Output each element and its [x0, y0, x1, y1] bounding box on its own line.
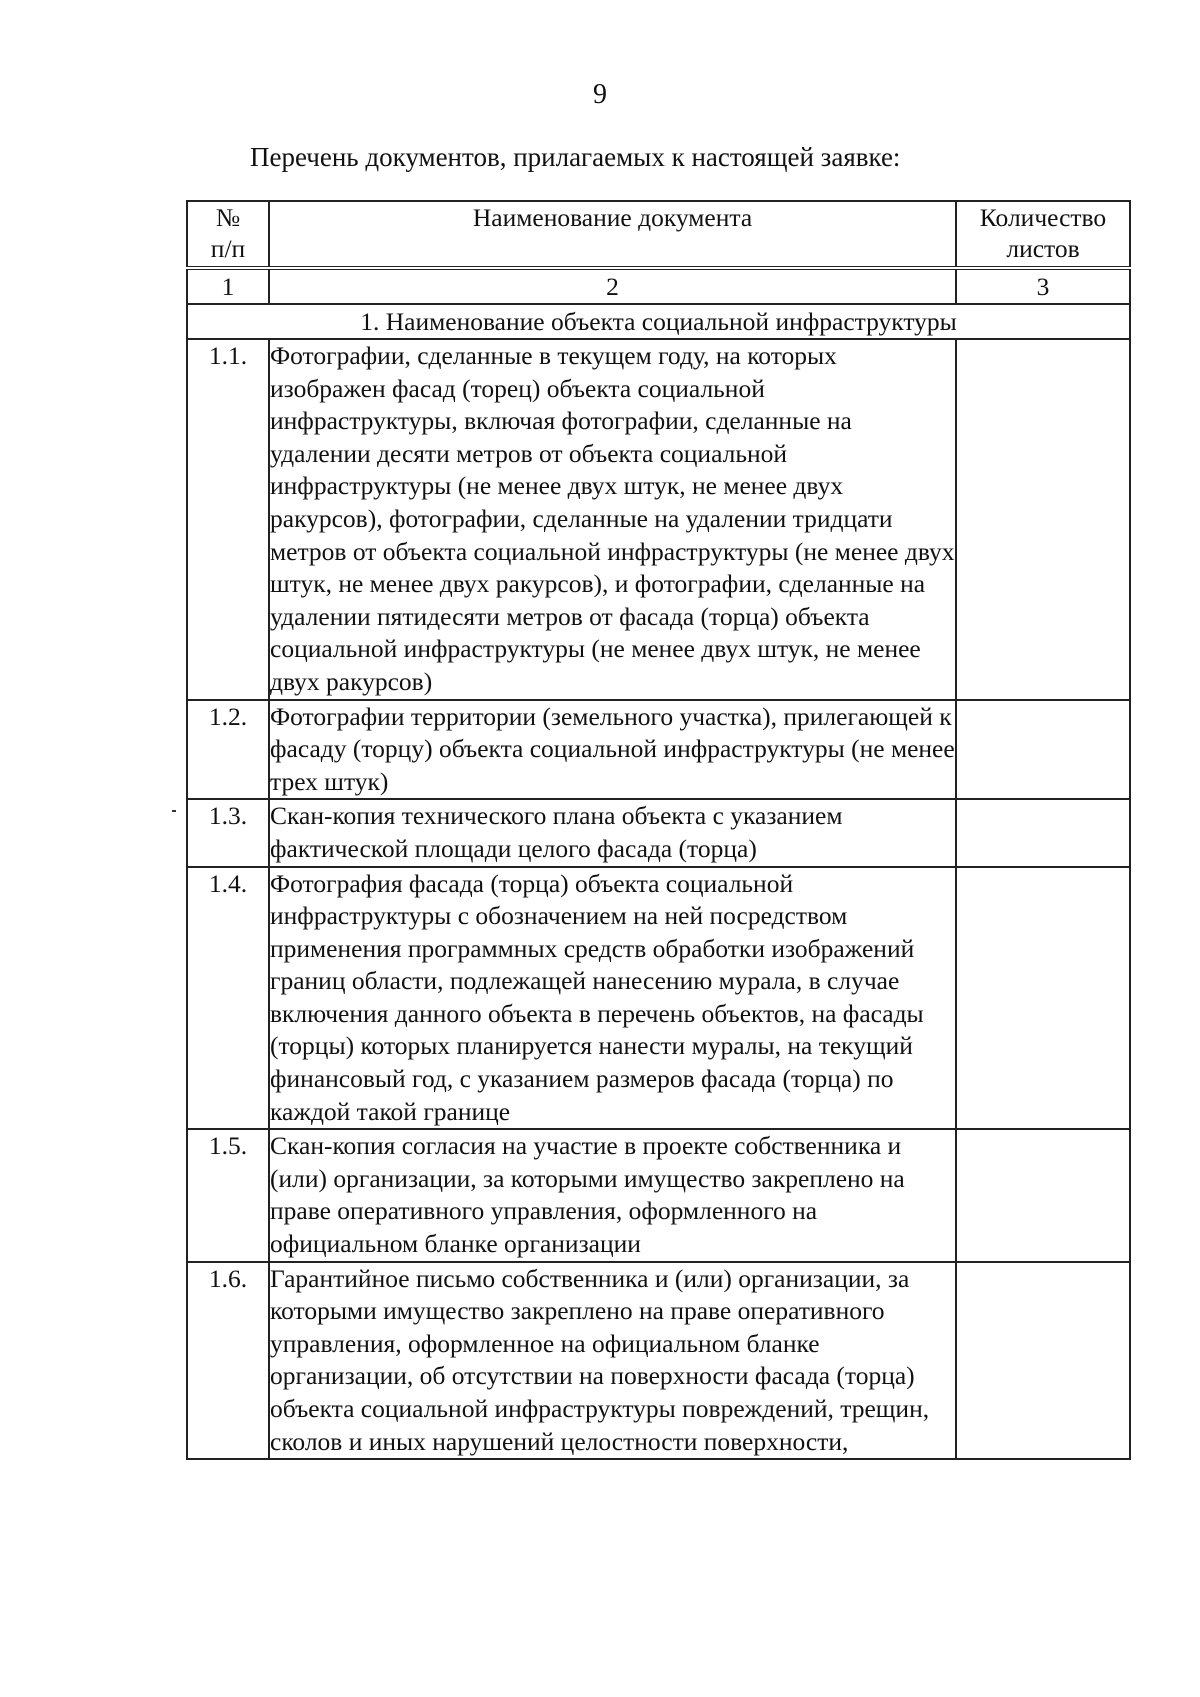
header-quantity-line2: листов [1006, 234, 1080, 263]
section-title: 1. Наименование объекта социальной инфраструктуры [187, 304, 1130, 339]
row-number: 1.5. [187, 1129, 269, 1261]
scan-mark [172, 810, 176, 812]
page-number: 9 [593, 79, 607, 110]
header-quantity [956, 201, 1130, 268]
table-row [187, 1129, 1130, 1261]
table-row [187, 799, 1130, 866]
row-number: 1.4. [187, 867, 269, 1130]
table-header-row [187, 201, 1130, 268]
row-number: 1.1. [187, 339, 269, 700]
row-quantity [956, 867, 1130, 1130]
row-document-name: Скан-копия технического плана объекта с указанием фактической площади целого фасада (торца) [269, 799, 956, 866]
column-number-2: 2 [269, 268, 956, 304]
row-document-name: Фотографии, сделанные в текущем году, на которых изображен фасад (торец) объекта социальной инфраструктуры, включая фотографии, сделанные на удалении десяти метров от объекта социальной инфраструктуры (не менее двух штук, не менее двух ракурсов), фотографии, сделанные на удалении тридцати метров от объекта социальной инфраструктуры (не менее двух штук, не менее двух ракурсов), и фотографии, сделанные на удалении пятидесяти метров от фасада (торца) объекта социальной инфраструктуры (не менее двух штук, не менее двух ракурсов) [269, 339, 956, 700]
header-number-line2: п/п [210, 234, 246, 263]
column-number-3: 3 [956, 268, 1130, 304]
documents-table [186, 200, 1131, 1460]
table-row [187, 1262, 1130, 1460]
column-number-1: 1 [187, 268, 269, 304]
header-document-name: Наименование документа [269, 201, 956, 268]
table-row [187, 700, 1130, 800]
row-number: 1.2. [187, 700, 269, 800]
row-document-name: Фотография фасада (торца) объекта социальной инфраструктуры с обозначением на ней посредством применения программных средств обработки изображений границ области, подлежащей нанесению мурала, в случае включения данного объекта в перечень объектов, на фасады (торцы) которых планируется нанести муралы, на текущий финансовый год, с указанием размеров фасада (торца) по каждой такой границе [269, 867, 956, 1130]
row-document-name: Скан-копия согласия на участие в проекте собственника и (или) организации, за которыми имущество закреплено на праве оперативного управления, оформленного на официальном бланке организации [269, 1129, 956, 1261]
row-quantity [956, 799, 1130, 866]
table-row [187, 339, 1130, 700]
row-quantity [956, 1129, 1130, 1261]
table-row [187, 867, 1130, 1130]
column-number-row [187, 268, 1130, 304]
row-number: 1.3. [187, 799, 269, 866]
header-quantity-line1: Количество [979, 203, 1107, 232]
row-document-name: Гарантийное письмо собственника и (или) организации, за которыми имущество закреплено на праве оперативного управления, оформленное на официальном бланке организации, об отсутствии на поверхности фасада (торца) объекта социальной инфраструктуры повреждений, трещин, сколов и иных нарушений целостности поверхности, [269, 1262, 956, 1460]
row-number: 1.6. [187, 1262, 269, 1460]
row-quantity [956, 339, 1130, 700]
row-document-name: Фотографии территории (земельного участка), прилегающей к фасаду (торцу) объекта социальной инфраструктуры (не менее трех штук) [269, 700, 956, 800]
row-quantity [956, 1262, 1130, 1460]
header-number [187, 201, 269, 268]
document-title: Перечень документов, прилагаемых к настоящей заявке: [250, 142, 901, 172]
row-quantity [956, 700, 1130, 800]
header-number-line1: № [215, 203, 241, 232]
section-row [187, 304, 1130, 339]
